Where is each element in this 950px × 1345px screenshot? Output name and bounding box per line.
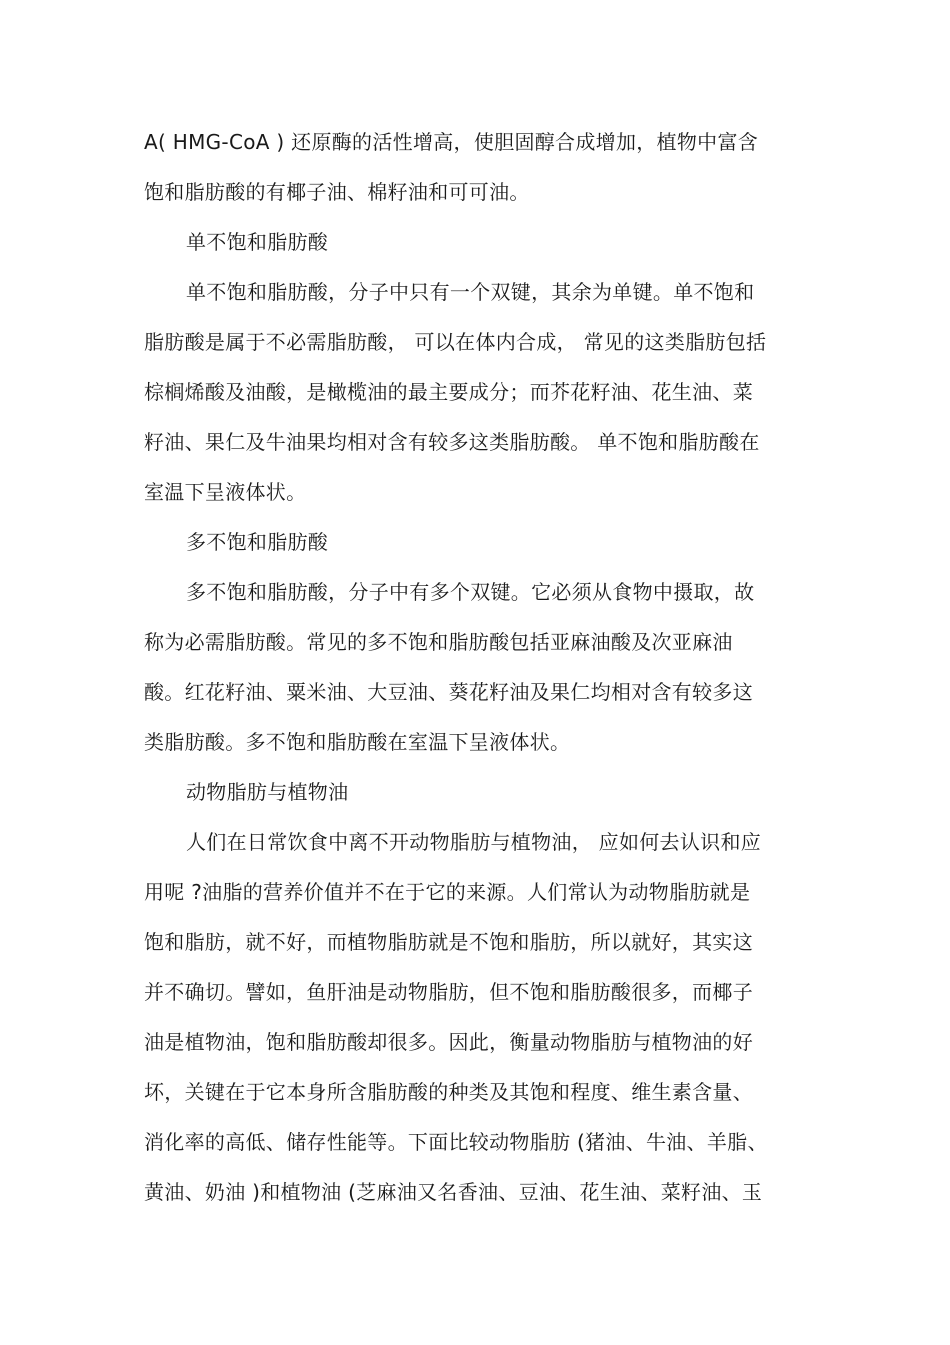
- text-line: 室温下呈液体状。: [144, 480, 307, 504]
- text-line: A( HMG-CoA ) 还原酶的活性增高，使胆固醇合成增加，植物中富含: [144, 130, 759, 154]
- paragraph-start: 人们在日常饮食中离不开动物脂肪与植物油， 应如何去认识和应: [186, 830, 762, 854]
- text-line: 类脂肪酸。多不饱和脂肪酸在室温下呈液体状。: [144, 730, 571, 754]
- text-line: 脂肪酸是属于不必需脂肪酸， 可以在体内合成， 常见的这类脂肪包括: [144, 330, 767, 354]
- text-line: 用呢 ?油脂的营养价值并不在于它的来源。人们常认为动物脂肪就是: [144, 880, 751, 904]
- text-line: 坏，关键在于它本身所含脂肪酸的种类及其饱和程度、维生素含量、: [144, 1080, 753, 1104]
- text-line: 酸。红花籽油、粟米油、大豆油、葵花籽油及果仁均相对含有较多这: [144, 680, 753, 704]
- paragraph-start: 单不饱和脂肪酸，分子中只有一个双键，其余为单键。单不饱和: [186, 280, 755, 304]
- section-heading: 动物脂肪与植物油: [186, 780, 349, 804]
- section-heading: 多不饱和脂肪酸: [186, 530, 329, 554]
- text-line: 棕榈烯酸及油酸，是橄榄油的最主要成分；而芥花籽油、花生油、菜: [144, 380, 753, 404]
- text-line: 消化率的高低、储存性能等。下面比较动物脂肪 (猪油、牛油、羊脂、: [144, 1130, 768, 1154]
- text-line: 并不确切。譬如，鱼肝油是动物脂肪，但不饱和脂肪酸很多，而椰子: [144, 980, 753, 1004]
- text-line: 黄油、奶油 )和植物油 (芝麻油又名香油、豆油、花生油、菜籽油、玉: [144, 1180, 763, 1204]
- text-line: 饱和脂肪，就不好，而植物脂肪就是不饱和脂肪，所以就好，其实这: [144, 930, 753, 954]
- text-line: 籽油、果仁及牛油果均相对含有较多这类脂肪酸。 单不饱和脂肪酸在: [144, 430, 760, 454]
- text-line: 称为必需脂肪酸。常见的多不饱和脂肪酸包括亚麻油酸及次亚麻油: [144, 630, 733, 654]
- text-line: 饱和脂肪酸的有椰子油、棉籽油和可可油。: [144, 180, 530, 204]
- section-heading: 单不饱和脂肪酸: [186, 230, 329, 254]
- text-line: 油是植物油，饱和脂肪酸却很多。因此，衡量动物脂肪与植物油的好: [144, 1030, 753, 1054]
- paragraph-start: 多不饱和脂肪酸，分子中有多个双键。它必须从食物中摄取，故: [186, 580, 755, 604]
